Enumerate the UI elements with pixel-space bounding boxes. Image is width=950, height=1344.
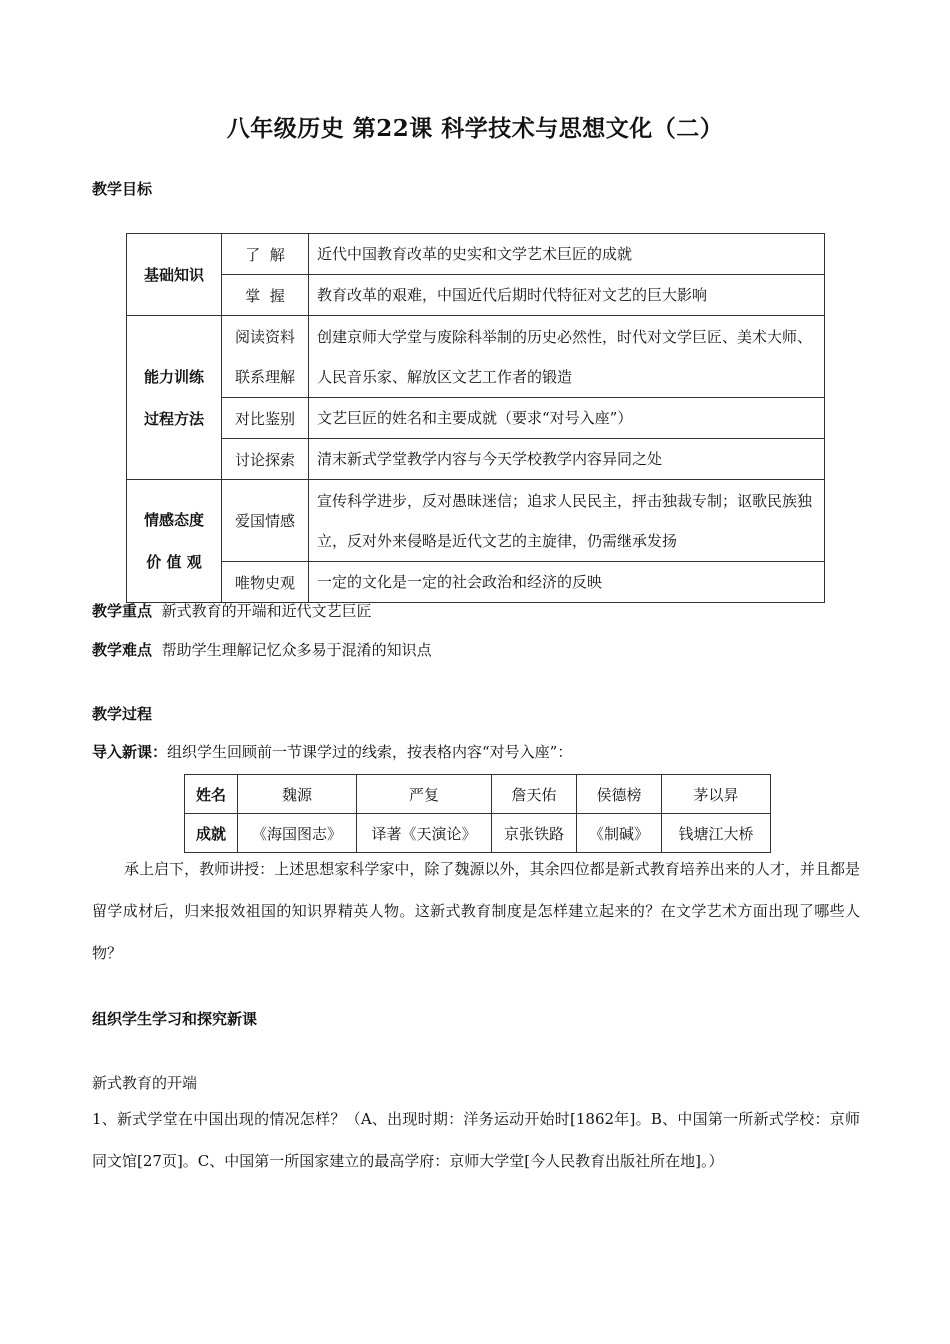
table-row — [127, 562, 825, 603]
person-achievement: 钱塘江大桥 — [662, 814, 771, 853]
subcategory-compare: 对比鉴别 — [222, 398, 309, 439]
table-row — [127, 275, 825, 316]
difficulty-text: 帮助学生理解记忆众多易于混淆的知识点 — [161, 641, 432, 659]
goal-content: 文艺巨匠的姓名和主要成就（要求“对号入座”） — [309, 398, 825, 439]
intro-line — [92, 741, 572, 762]
achievement-header: 成就 — [185, 814, 238, 853]
teaching-goals-table — [126, 233, 825, 603]
subcategory-materialism: 唯物史观 — [222, 562, 309, 603]
category-line: 过程方法 — [143, 409, 204, 428]
table-row — [127, 398, 825, 439]
goal-content: 清末新式学堂教学内容与今天学校教学内容异同之处 — [309, 439, 825, 480]
difficulty — [92, 639, 432, 660]
people-match-table — [184, 774, 771, 853]
table-row — [127, 439, 825, 480]
subcategory-master: 掌 握 — [222, 275, 309, 316]
table-row — [127, 480, 825, 562]
category-line: 价 值 观 — [146, 553, 202, 571]
person-achievement: 《海国图志》 — [238, 814, 357, 853]
intro-label: 导入新课： — [92, 743, 168, 761]
category-emotion — [127, 480, 222, 603]
person-name: 茅以昇 — [662, 775, 771, 814]
transition-paragraph: 承上启下，教师讲授：上述思想家科学家中，除了魏源以外，其余四位都是新式教育培养出来的人才，并且都是留学成材后，归来报效祖国的知识界精英人物。这新式教育制度是怎样建立起来的？在文学艺术方面出现了哪些人物？ — [92, 860, 860, 962]
category-line: 情感态度 — [143, 511, 204, 529]
person-name: 严复 — [357, 775, 492, 814]
key-point-label: 教学重点 — [92, 602, 153, 620]
subcategory-understand: 了 解 — [222, 234, 309, 275]
key-point-text: 新式教育的开端和近代文艺巨匠 — [161, 602, 372, 620]
person-name: 侯德榜 — [577, 775, 662, 814]
goals-heading: 教学目标 — [92, 180, 153, 198]
goal-content: 近代中国教育改革的史实和文学艺术巨匠的成就 — [309, 234, 825, 275]
question-1: 1、新式学堂在中国出现的情况怎样？（A、出现时期：洋务运动开始时[1862年]。B、中国第一所新式学校：京师同文馆[27页]。C、中国第一所国家建立的最高学府：京师大学堂[今人民教育出版社所在地]。） — [92, 1110, 860, 1170]
person-achievement: 《制碱》 — [577, 814, 662, 853]
category-basic: 基础知识 — [127, 234, 222, 316]
category-line: 能力训练 — [143, 367, 204, 386]
subcategory-discuss: 讨论探索 — [222, 439, 309, 480]
goal-content: 宣传科学进步，反对愚昧迷信；追求人民民主，抨击独裁专制；讴歌民族独立，反对外来侵略是近代文艺的主旋律，仍需继承发扬 — [309, 480, 825, 562]
table-row — [127, 316, 825, 398]
process-heading: 教学过程 — [92, 705, 153, 723]
intro-text: 组织学生回顾前一节课学过的线索，按表格内容“对号入座”： — [167, 743, 573, 761]
subcategory-line: 阅读资料 — [234, 327, 295, 346]
table-row — [127, 234, 825, 275]
subcategory-reading — [222, 316, 309, 398]
key-point — [92, 600, 372, 621]
person-name: 詹天佑 — [492, 775, 577, 814]
organize-heading: 组织学生学习和探究新课 — [92, 1010, 258, 1028]
table-row — [185, 775, 771, 814]
subcategory-patriotism: 爱国情感 — [222, 480, 309, 562]
goal-content: 一定的文化是一定的社会政治和经济的反映 — [309, 562, 825, 603]
page-title: 八年级历史 第22课 科学技术与思想文化（二） — [226, 115, 724, 142]
goal-content: 创建京师大学堂与废除科举制的历史必然性，时代对文学巨匠、美术大师、人民音乐家、解放区文艺工作者的锻造 — [309, 316, 825, 398]
goal-content: 教育改革的艰难，中国近代后期时代特征对文艺的巨大影响 — [309, 275, 825, 316]
person-achievement: 译著《天演论》 — [357, 814, 492, 853]
subcategory-line: 联系理解 — [234, 367, 295, 386]
name-header: 姓名 — [185, 775, 238, 814]
person-achievement: 京张铁路 — [492, 814, 577, 853]
table-row — [185, 814, 771, 853]
person-name: 魏源 — [238, 775, 357, 814]
category-ability — [127, 316, 222, 480]
difficulty-label: 教学难点 — [92, 641, 153, 659]
section-title: 新式教育的开端 — [92, 1074, 198, 1092]
